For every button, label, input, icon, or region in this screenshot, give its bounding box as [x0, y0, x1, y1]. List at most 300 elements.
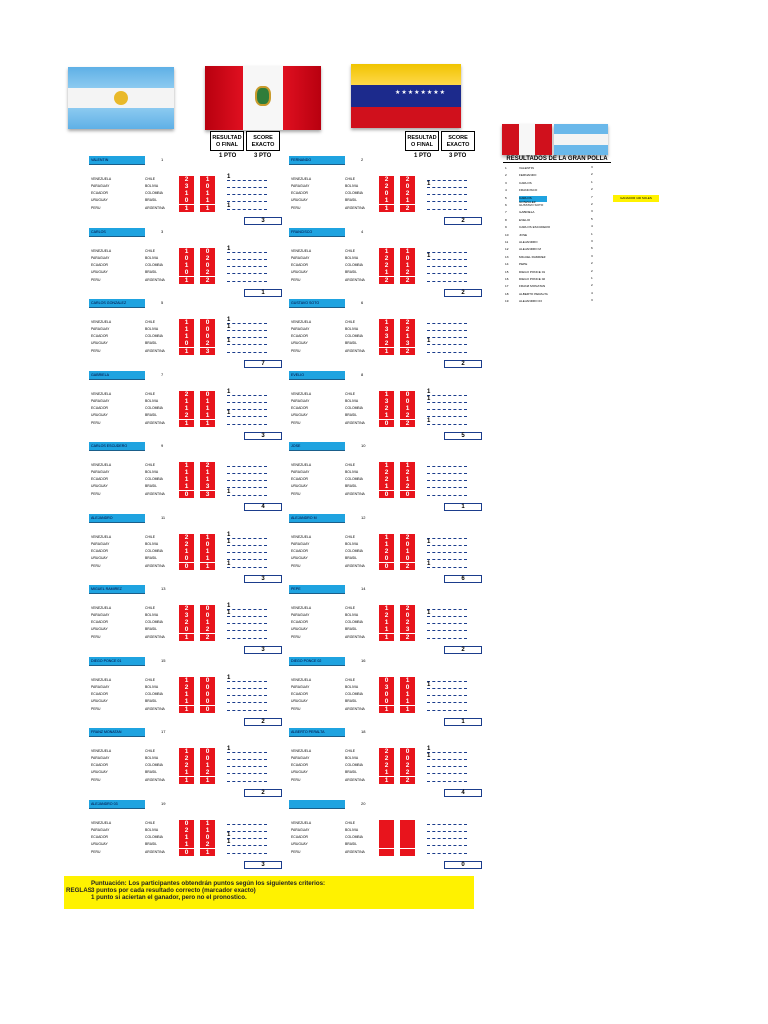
- score-prediction[interactable]: [179, 548, 221, 555]
- home-score[interactable]: 1: [179, 405, 194, 412]
- score-prediction[interactable]: [179, 277, 221, 284]
- home-score[interactable]: 1: [379, 319, 394, 326]
- away-score[interactable]: 1: [400, 405, 415, 412]
- score-prediction[interactable]: [179, 391, 221, 398]
- score-prediction[interactable]: [379, 205, 421, 212]
- home-score[interactable]: 2: [179, 391, 194, 398]
- away-score[interactable]: 1: [400, 197, 415, 204]
- home-score[interactable]: 0: [179, 849, 194, 856]
- home-score[interactable]: 0: [179, 491, 194, 498]
- away-score[interactable]: 3: [400, 626, 415, 633]
- score-prediction[interactable]: [179, 269, 221, 276]
- home-score[interactable]: 0: [179, 626, 194, 633]
- home-score[interactable]: 0: [179, 563, 194, 570]
- away-score[interactable]: 0: [400, 491, 415, 498]
- score-prediction[interactable]: [179, 769, 221, 776]
- away-score[interactable]: 2: [400, 534, 415, 541]
- home-score[interactable]: 3: [379, 398, 394, 405]
- home-score[interactable]: 0: [179, 340, 194, 347]
- away-score[interactable]: 1: [400, 698, 415, 705]
- score-prediction[interactable]: [179, 420, 221, 427]
- home-score[interactable]: 1: [379, 634, 394, 641]
- away-score[interactable]: 1: [200, 476, 215, 483]
- score-prediction[interactable]: [179, 619, 221, 626]
- away-score[interactable]: 1: [200, 563, 215, 570]
- away-score[interactable]: 2: [400, 269, 415, 276]
- home-score[interactable]: 2: [379, 183, 394, 190]
- score-prediction[interactable]: [379, 605, 421, 612]
- score-prediction[interactable]: [179, 762, 221, 769]
- score-prediction[interactable]: [179, 462, 221, 469]
- home-score[interactable]: 3: [379, 333, 394, 340]
- score-prediction[interactable]: [179, 698, 221, 705]
- home-score[interactable]: 2: [179, 755, 194, 762]
- score-prediction[interactable]: [179, 612, 221, 619]
- score-prediction[interactable]: [379, 748, 421, 755]
- away-score[interactable]: 0: [200, 326, 215, 333]
- home-score[interactable]: 1: [379, 619, 394, 626]
- score-prediction[interactable]: [179, 340, 221, 347]
- score-prediction[interactable]: [179, 755, 221, 762]
- home-score[interactable]: 1: [379, 626, 394, 633]
- away-score[interactable]: 2: [400, 326, 415, 333]
- away-score[interactable]: 1: [200, 534, 215, 541]
- away-score[interactable]: 1: [200, 405, 215, 412]
- away-score[interactable]: 0: [400, 255, 415, 262]
- score-prediction[interactable]: [379, 183, 421, 190]
- away-score[interactable]: 3: [200, 348, 215, 355]
- away-score[interactable]: 2: [200, 277, 215, 284]
- score-prediction[interactable]: [379, 269, 421, 276]
- home-score[interactable]: 0: [379, 190, 394, 197]
- score-prediction[interactable]: [179, 634, 221, 641]
- home-score[interactable]: 1: [179, 348, 194, 355]
- score-prediction[interactable]: [379, 691, 421, 698]
- home-score[interactable]: 1: [179, 634, 194, 641]
- away-score[interactable]: 2: [400, 348, 415, 355]
- score-prediction[interactable]: [179, 483, 221, 490]
- score-prediction[interactable]: [179, 183, 221, 190]
- home-score[interactable]: 1: [379, 777, 394, 784]
- home-score[interactable]: 0: [379, 698, 394, 705]
- away-score[interactable]: 2: [400, 420, 415, 427]
- away-score[interactable]: [400, 849, 415, 856]
- home-score[interactable]: 1: [179, 769, 194, 776]
- home-score[interactable]: 1: [379, 412, 394, 419]
- home-score[interactable]: 2: [179, 762, 194, 769]
- away-score[interactable]: [400, 820, 415, 827]
- score-prediction[interactable]: [379, 834, 421, 841]
- score-prediction[interactable]: [379, 626, 421, 633]
- home-score[interactable]: 2: [379, 548, 394, 555]
- score-prediction[interactable]: [379, 197, 421, 204]
- score-prediction[interactable]: [179, 555, 221, 562]
- away-score[interactable]: 2: [400, 605, 415, 612]
- away-score[interactable]: 2: [400, 483, 415, 490]
- away-score[interactable]: 1: [200, 548, 215, 555]
- home-score[interactable]: 1: [179, 326, 194, 333]
- score-prediction[interactable]: [379, 190, 421, 197]
- home-score[interactable]: 1: [179, 205, 194, 212]
- away-score[interactable]: 2: [400, 190, 415, 197]
- home-score[interactable]: 1: [179, 277, 194, 284]
- away-score[interactable]: 0: [200, 834, 215, 841]
- score-prediction[interactable]: [179, 326, 221, 333]
- home-score[interactable]: 1: [379, 348, 394, 355]
- score-prediction[interactable]: [179, 541, 221, 548]
- score-prediction[interactable]: [379, 391, 421, 398]
- away-score[interactable]: 2: [200, 841, 215, 848]
- away-score[interactable]: 2: [200, 269, 215, 276]
- score-prediction[interactable]: [179, 605, 221, 612]
- home-score[interactable]: 1: [179, 677, 194, 684]
- home-score[interactable]: 1: [179, 420, 194, 427]
- away-score[interactable]: 2: [200, 626, 215, 633]
- score-prediction[interactable]: [179, 205, 221, 212]
- score-prediction[interactable]: [179, 841, 221, 848]
- away-score[interactable]: 0: [200, 706, 215, 713]
- away-score[interactable]: 1: [200, 762, 215, 769]
- away-score[interactable]: 1: [200, 420, 215, 427]
- away-score[interactable]: 3: [400, 340, 415, 347]
- score-prediction[interactable]: [179, 405, 221, 412]
- home-score[interactable]: 1: [379, 205, 394, 212]
- away-score[interactable]: 2: [200, 340, 215, 347]
- score-prediction[interactable]: [179, 677, 221, 684]
- home-score[interactable]: 1: [179, 469, 194, 476]
- away-score[interactable]: 2: [400, 319, 415, 326]
- away-score[interactable]: 1: [400, 333, 415, 340]
- home-score[interactable]: 2: [379, 255, 394, 262]
- score-prediction[interactable]: [379, 548, 421, 555]
- away-score[interactable]: 2: [200, 255, 215, 262]
- score-prediction[interactable]: [379, 534, 421, 541]
- away-score[interactable]: 0: [400, 612, 415, 619]
- score-prediction[interactable]: [379, 491, 421, 498]
- away-score[interactable]: 1: [200, 827, 215, 834]
- score-prediction[interactable]: [379, 612, 421, 619]
- away-score[interactable]: 0: [200, 612, 215, 619]
- score-prediction[interactable]: [379, 706, 421, 713]
- score-prediction[interactable]: [179, 412, 221, 419]
- home-score[interactable]: 1: [379, 391, 394, 398]
- home-score[interactable]: 1: [179, 691, 194, 698]
- home-score[interactable]: 2: [179, 412, 194, 419]
- home-score[interactable]: [379, 827, 394, 834]
- home-score[interactable]: 1: [379, 769, 394, 776]
- away-score[interactable]: 1: [200, 176, 215, 183]
- home-score[interactable]: 3: [179, 612, 194, 619]
- score-prediction[interactable]: [379, 333, 421, 340]
- score-prediction[interactable]: [179, 333, 221, 340]
- home-score[interactable]: 1: [179, 333, 194, 340]
- score-prediction[interactable]: [179, 706, 221, 713]
- away-score[interactable]: 1: [200, 197, 215, 204]
- away-score[interactable]: 1: [200, 777, 215, 784]
- score-prediction[interactable]: [379, 820, 421, 827]
- away-score[interactable]: 2: [400, 762, 415, 769]
- home-score[interactable]: 0: [379, 563, 394, 570]
- away-score[interactable]: 0: [200, 677, 215, 684]
- home-score[interactable]: 2: [379, 262, 394, 269]
- score-prediction[interactable]: [379, 326, 421, 333]
- score-prediction[interactable]: [179, 691, 221, 698]
- away-score[interactable]: 1: [200, 820, 215, 827]
- home-score[interactable]: 0: [179, 255, 194, 262]
- away-score[interactable]: 2: [400, 634, 415, 641]
- away-score[interactable]: 0: [400, 684, 415, 691]
- home-score[interactable]: [379, 820, 394, 827]
- away-score[interactable]: 1: [400, 476, 415, 483]
- home-score[interactable]: 2: [379, 176, 394, 183]
- away-score[interactable]: 0: [200, 183, 215, 190]
- home-score[interactable]: 3: [379, 684, 394, 691]
- score-prediction[interactable]: [379, 563, 421, 570]
- home-score[interactable]: 2: [379, 469, 394, 476]
- home-score[interactable]: 1: [179, 483, 194, 490]
- home-score[interactable]: [379, 841, 394, 848]
- home-score[interactable]: 2: [179, 541, 194, 548]
- away-score[interactable]: 1: [400, 262, 415, 269]
- away-score[interactable]: 2: [400, 412, 415, 419]
- home-score[interactable]: 2: [379, 405, 394, 412]
- score-prediction[interactable]: [379, 684, 421, 691]
- away-score[interactable]: 3: [200, 491, 215, 498]
- home-score[interactable]: 1: [379, 605, 394, 612]
- away-score[interactable]: 0: [200, 605, 215, 612]
- score-prediction[interactable]: [379, 348, 421, 355]
- home-score[interactable]: 2: [179, 176, 194, 183]
- home-score[interactable]: 0: [179, 555, 194, 562]
- score-prediction[interactable]: [179, 534, 221, 541]
- score-prediction[interactable]: [379, 469, 421, 476]
- score-prediction[interactable]: [379, 462, 421, 469]
- away-score[interactable]: 1: [400, 248, 415, 255]
- home-score[interactable]: 0: [379, 555, 394, 562]
- home-score[interactable]: 0: [379, 691, 394, 698]
- away-score[interactable]: 0: [400, 398, 415, 405]
- score-prediction[interactable]: [379, 555, 421, 562]
- home-score[interactable]: 1: [379, 248, 394, 255]
- score-prediction[interactable]: [179, 476, 221, 483]
- score-prediction[interactable]: [179, 348, 221, 355]
- score-prediction[interactable]: [179, 563, 221, 570]
- score-prediction[interactable]: [179, 626, 221, 633]
- home-score[interactable]: 1: [179, 698, 194, 705]
- away-score[interactable]: 2: [200, 769, 215, 776]
- home-score[interactable]: 0: [179, 197, 194, 204]
- home-score[interactable]: 2: [179, 827, 194, 834]
- home-score[interactable]: 1: [379, 534, 394, 541]
- score-prediction[interactable]: [179, 398, 221, 405]
- score-prediction[interactable]: [379, 248, 421, 255]
- away-score[interactable]: 1: [200, 190, 215, 197]
- away-score[interactable]: 1: [400, 691, 415, 698]
- score-prediction[interactable]: [379, 827, 421, 834]
- away-score[interactable]: 0: [200, 691, 215, 698]
- home-score[interactable]: [379, 834, 394, 841]
- score-prediction[interactable]: [179, 827, 221, 834]
- score-prediction[interactable]: [379, 777, 421, 784]
- score-prediction[interactable]: [379, 677, 421, 684]
- score-prediction[interactable]: [379, 476, 421, 483]
- score-prediction[interactable]: [379, 698, 421, 705]
- away-score[interactable]: 0: [200, 748, 215, 755]
- score-prediction[interactable]: [379, 340, 421, 347]
- home-score[interactable]: 2: [179, 619, 194, 626]
- home-score[interactable]: 0: [379, 491, 394, 498]
- away-score[interactable]: 0: [200, 262, 215, 269]
- home-score[interactable]: 1: [179, 462, 194, 469]
- score-prediction[interactable]: [179, 820, 221, 827]
- away-score[interactable]: [400, 827, 415, 834]
- score-prediction[interactable]: [179, 777, 221, 784]
- away-score[interactable]: 0: [400, 755, 415, 762]
- score-prediction[interactable]: [379, 176, 421, 183]
- home-score[interactable]: 1: [179, 548, 194, 555]
- score-prediction[interactable]: [379, 483, 421, 490]
- score-prediction[interactable]: [379, 841, 421, 848]
- home-score[interactable]: 1: [179, 248, 194, 255]
- score-prediction[interactable]: [379, 262, 421, 269]
- score-prediction[interactable]: [379, 541, 421, 548]
- home-score[interactable]: 2: [179, 684, 194, 691]
- score-prediction[interactable]: [179, 176, 221, 183]
- away-score[interactable]: 0: [200, 391, 215, 398]
- home-score[interactable]: 3: [379, 326, 394, 333]
- score-prediction[interactable]: [379, 319, 421, 326]
- home-score[interactable]: 1: [179, 841, 194, 848]
- home-score[interactable]: 0: [179, 820, 194, 827]
- home-score[interactable]: 2: [379, 277, 394, 284]
- home-score[interactable]: 3: [179, 183, 194, 190]
- score-prediction[interactable]: [379, 634, 421, 641]
- home-score[interactable]: 1: [179, 834, 194, 841]
- home-score[interactable]: 1: [179, 262, 194, 269]
- home-score[interactable]: 0: [379, 420, 394, 427]
- score-prediction[interactable]: [379, 849, 421, 856]
- away-score[interactable]: 0: [400, 541, 415, 548]
- score-prediction[interactable]: [179, 491, 221, 498]
- away-score[interactable]: 1: [200, 205, 215, 212]
- home-score[interactable]: 2: [379, 612, 394, 619]
- score-prediction[interactable]: [379, 398, 421, 405]
- home-score[interactable]: 1: [179, 398, 194, 405]
- away-score[interactable]: 0: [400, 555, 415, 562]
- home-score[interactable]: 1: [379, 462, 394, 469]
- away-score[interactable]: 0: [200, 755, 215, 762]
- away-score[interactable]: 2: [400, 619, 415, 626]
- home-score[interactable]: 1: [179, 190, 194, 197]
- score-prediction[interactable]: [179, 255, 221, 262]
- away-score[interactable]: 1: [400, 677, 415, 684]
- score-prediction[interactable]: [379, 769, 421, 776]
- score-prediction[interactable]: [179, 469, 221, 476]
- score-prediction[interactable]: [179, 319, 221, 326]
- home-score[interactable]: 1: [379, 483, 394, 490]
- away-score[interactable]: 0: [200, 541, 215, 548]
- home-score[interactable]: 1: [179, 777, 194, 784]
- home-score[interactable]: 1: [179, 748, 194, 755]
- score-prediction[interactable]: [179, 190, 221, 197]
- score-prediction[interactable]: [379, 420, 421, 427]
- score-prediction[interactable]: [379, 405, 421, 412]
- score-prediction[interactable]: [179, 248, 221, 255]
- away-score[interactable]: 0: [200, 248, 215, 255]
- score-prediction[interactable]: [179, 849, 221, 856]
- home-score[interactable]: 2: [379, 340, 394, 347]
- away-score[interactable]: 0: [200, 333, 215, 340]
- away-score[interactable]: 2: [200, 462, 215, 469]
- away-score[interactable]: [400, 834, 415, 841]
- home-score[interactable]: 1: [179, 706, 194, 713]
- home-score[interactable]: 1: [379, 197, 394, 204]
- home-score[interactable]: 2: [379, 762, 394, 769]
- away-score[interactable]: 2: [400, 777, 415, 784]
- away-score[interactable]: 2: [400, 176, 415, 183]
- away-score[interactable]: 1: [200, 412, 215, 419]
- away-score[interactable]: 3: [200, 483, 215, 490]
- away-score[interactable]: [400, 841, 415, 848]
- home-score[interactable]: 1: [179, 319, 194, 326]
- away-score[interactable]: 2: [400, 205, 415, 212]
- home-score[interactable]: 0: [179, 269, 194, 276]
- away-score[interactable]: 1: [200, 555, 215, 562]
- score-prediction[interactable]: [179, 748, 221, 755]
- away-score[interactable]: 1: [200, 619, 215, 626]
- away-score[interactable]: 0: [400, 183, 415, 190]
- away-score[interactable]: 1: [200, 469, 215, 476]
- away-score[interactable]: 0: [200, 698, 215, 705]
- away-score[interactable]: 1: [400, 706, 415, 713]
- away-score[interactable]: 2: [400, 563, 415, 570]
- away-score[interactable]: 1: [200, 398, 215, 405]
- away-score[interactable]: 0: [400, 748, 415, 755]
- score-prediction[interactable]: [379, 762, 421, 769]
- home-score[interactable]: 2: [379, 748, 394, 755]
- away-score[interactable]: 2: [400, 469, 415, 476]
- score-prediction[interactable]: [179, 684, 221, 691]
- away-score[interactable]: 2: [400, 769, 415, 776]
- home-score[interactable]: 1: [179, 476, 194, 483]
- away-score[interactable]: 2: [400, 277, 415, 284]
- away-score[interactable]: 0: [400, 391, 415, 398]
- home-score[interactable]: 1: [379, 269, 394, 276]
- away-score[interactable]: 1: [200, 849, 215, 856]
- score-prediction[interactable]: [379, 412, 421, 419]
- score-prediction[interactable]: [179, 834, 221, 841]
- home-score[interactable]: 2: [179, 605, 194, 612]
- away-score[interactable]: 0: [200, 319, 215, 326]
- score-prediction[interactable]: [379, 619, 421, 626]
- score-prediction[interactable]: [179, 262, 221, 269]
- home-score[interactable]: 1: [379, 706, 394, 713]
- home-score[interactable]: 2: [379, 755, 394, 762]
- score-prediction[interactable]: [379, 755, 421, 762]
- away-score[interactable]: 1: [400, 548, 415, 555]
- score-prediction[interactable]: [379, 255, 421, 262]
- home-score[interactable]: 2: [179, 534, 194, 541]
- away-score[interactable]: 1: [400, 462, 415, 469]
- home-score[interactable]: 0: [379, 677, 394, 684]
- score-prediction[interactable]: [379, 277, 421, 284]
- home-score[interactable]: 2: [379, 476, 394, 483]
- home-score[interactable]: 1: [379, 541, 394, 548]
- away-score[interactable]: 2: [200, 634, 215, 641]
- away-score[interactable]: 0: [200, 684, 215, 691]
- home-score[interactable]: [379, 849, 394, 856]
- score-prediction[interactable]: [179, 197, 221, 204]
